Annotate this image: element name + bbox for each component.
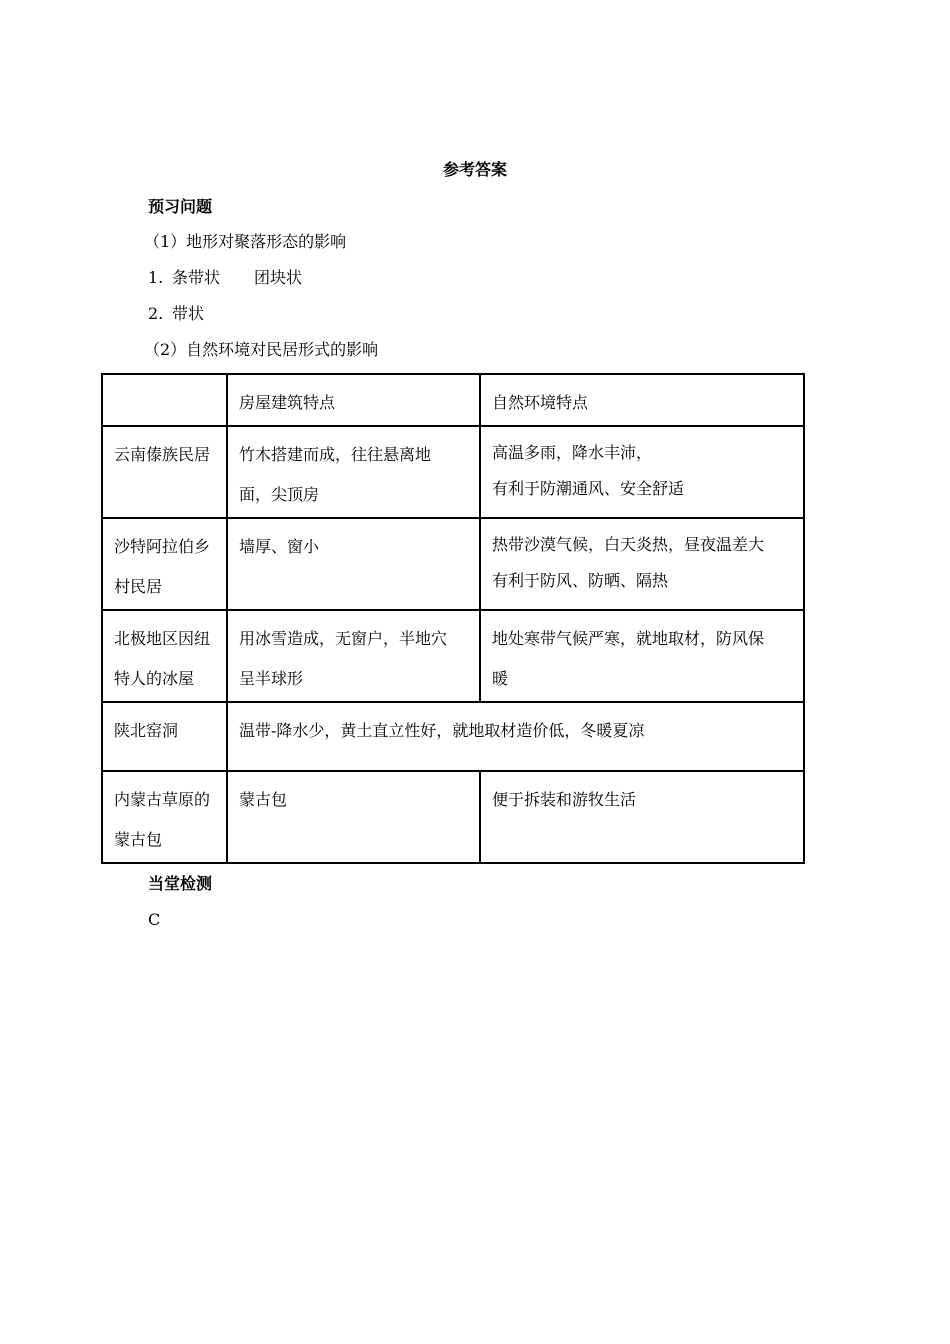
row-name: 北极地区因纽特人的冰屋 (114, 629, 211, 688)
list-item-1 (148, 268, 302, 288)
answer-text: 条带状 (172, 268, 221, 287)
cell-text: 热带沙漠气候，白天炎热，昼夜温差大 (492, 535, 765, 554)
row-name-cell (102, 518, 227, 610)
environment-cell (480, 771, 804, 863)
table-row (102, 702, 804, 771)
cell-text: 面，尖顶房 (239, 485, 320, 504)
table-row (102, 610, 804, 702)
table-row (102, 426, 804, 518)
table-header-cell: 房屋建筑特点 (227, 374, 480, 426)
part2-label: （2）自然环境对民居形式的影响 (144, 340, 379, 359)
row-name-cell (102, 426, 227, 518)
list-item-2 (148, 304, 204, 324)
row-name: 陕北窑洞 (114, 721, 179, 740)
section-heading-check: 当堂检测 (148, 874, 213, 893)
building-cell (227, 518, 480, 610)
cell-text: 暖 (492, 669, 509, 688)
merged-cell (227, 702, 804, 771)
list-item-number: 1. (148, 268, 164, 287)
row-name-cell (102, 610, 227, 702)
cell-text: 便于拆装和游牧生活 (492, 790, 637, 809)
cell-text: 高温多雨，降水丰沛， (492, 443, 653, 462)
building-cell (227, 771, 480, 863)
cell-text: 竹木搭建而成，往往悬离地 (239, 445, 432, 464)
row-name: 内蒙古草原的蒙古包 (114, 790, 211, 849)
cell-text: 用冰雪造成，无窗户，半地穴 (239, 629, 448, 648)
building-cell (227, 610, 480, 702)
building-cell (227, 426, 480, 518)
environment-cell (480, 518, 804, 610)
cell-text: 温带-降水少，黄土直立性好，就地取材造价低，冬暖夏凉 (239, 721, 645, 740)
page-title: 参考答案 (442, 160, 507, 179)
dwelling-table (101, 373, 805, 864)
environment-cell (480, 426, 804, 518)
cell-text: 呈半球形 (239, 669, 304, 688)
row-name: 沙特阿拉伯乡村民居 (114, 537, 211, 596)
answer-text: 团块状 (254, 268, 303, 287)
cell-text: 有利于防潮通风、安全舒适 (492, 479, 685, 498)
table-header-cell (102, 374, 227, 426)
row-name-cell (102, 702, 227, 771)
environment-cell (480, 610, 804, 702)
section-heading-preview: 预习问题 (148, 197, 213, 216)
answer-text: 带状 (172, 304, 205, 323)
list-item-number: 2. (148, 304, 164, 323)
cell-text: 地处寒带气候严寒，就地取材，防风保 (492, 629, 765, 648)
table-row (102, 771, 804, 863)
part1-label: （1）地形对聚落形态的影响 (144, 232, 347, 251)
table-row (102, 518, 804, 610)
table-header-row (102, 374, 804, 426)
check-answer: C (148, 910, 161, 929)
row-name-cell (102, 771, 227, 863)
cell-text: 墙厚、窗小 (239, 537, 320, 556)
cell-text: 有利于防风、防晒、隔热 (492, 571, 669, 590)
cell-text: 蒙古包 (239, 790, 288, 809)
row-name: 云南傣族民居 (114, 445, 211, 464)
table-header-cell: 自然环境特点 (480, 374, 804, 426)
